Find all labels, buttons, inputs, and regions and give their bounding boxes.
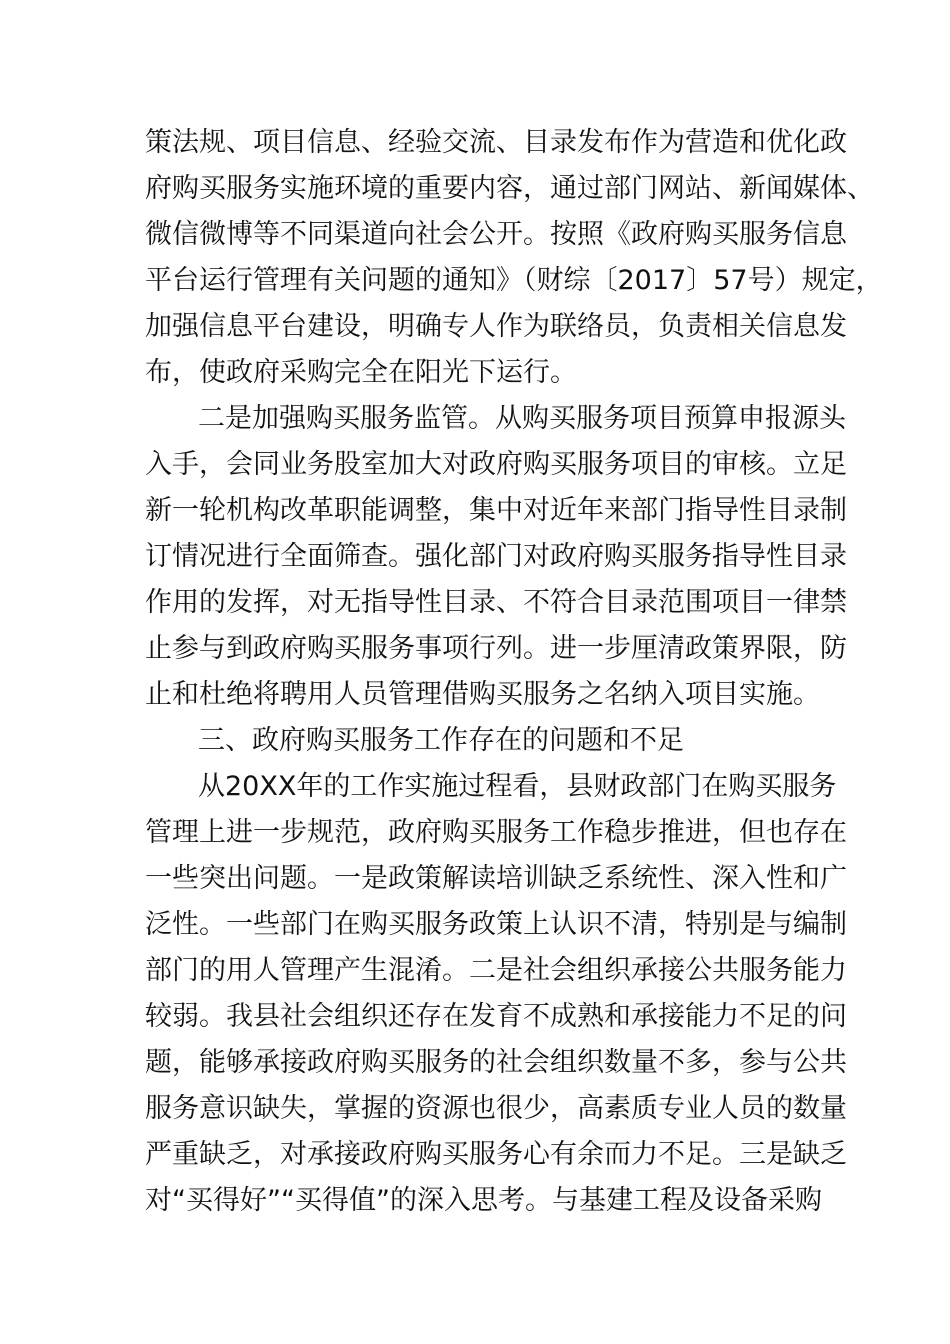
paragraph-first-line: 二是加强购买服务监管。从购买服务项目预算申报源头	[198, 403, 846, 434]
text-line: 入手，会同业务股室加大对政府购买服务项目的审核。立足	[145, 449, 847, 480]
text-line: 严重缺乏，对承接政府购买服务心有余而力不足。三是缺乏	[145, 1139, 847, 1170]
text-line: 题，能够承接政府购买服务的社会组织数量不多，参与公共	[145, 1047, 847, 1078]
text-line: 平台运行管理有关问题的通知》（财综〔2017〕57号）规定，	[145, 265, 883, 296]
text-line: 止参与到政府购买服务事项行列。进一步厘清政策界限，防	[145, 633, 847, 664]
text-line: 微信微博等不同渠道向社会公开。按照《政府购买服务信息	[145, 219, 847, 250]
text-line: 较弱。我县社会组织还存在发育不成熟和承接能力不足的问	[145, 1001, 847, 1032]
text-line: 策法规、项目信息、经验交流、目录发布作为营造和优化政	[145, 127, 847, 158]
text-line: 一些突出问题。一是政策解读培训缺乏系统性、深入性和广	[145, 863, 847, 894]
text-line: 部门的用人管理产生混淆。二是社会组织承接公共服务能力	[145, 955, 847, 986]
text-line: 管理上进一步规范，政府购买服务工作稳步推进，但也存在	[145, 817, 847, 848]
text-line: 新一轮机构改革职能调整，集中对近年来部门指导性目录制	[145, 495, 847, 526]
text-line: 加强信息平台建设，明确专人作为联络员，负责相关信息发	[145, 311, 847, 342]
paragraph-first-line: 从20XX年的工作实施过程看，县财政部门在购买服务	[198, 771, 837, 802]
text-line: 布，使政府采购完全在阳光下运行。	[145, 357, 577, 388]
text-line: 作用的发挥，对无指导性目录、不符合目录范围项目一律禁	[145, 587, 847, 618]
text-line: 对“买得好”“买得值”的深入思考。与基建工程及设备采购	[145, 1185, 822, 1216]
section-heading: 三、政府购买服务工作存在的问题和不足	[198, 725, 684, 756]
text-line: 止和杜绝将聘用人员管理借购买服务之名纳入项目实施。	[145, 679, 820, 710]
text-line: 泛性。一些部门在购买服务政策上认识不清，特别是与编制	[145, 909, 847, 940]
text-line: 订情况进行全面筛查。强化部门对政府购买服务指导性目录	[145, 541, 847, 572]
text-line: 服务意识缺失，掌握的资源也很少，高素质专业人员的数量	[145, 1093, 847, 1124]
text-line: 府购买服务实施环境的重要内容，通过部门网站、新闻媒体、	[145, 173, 874, 204]
